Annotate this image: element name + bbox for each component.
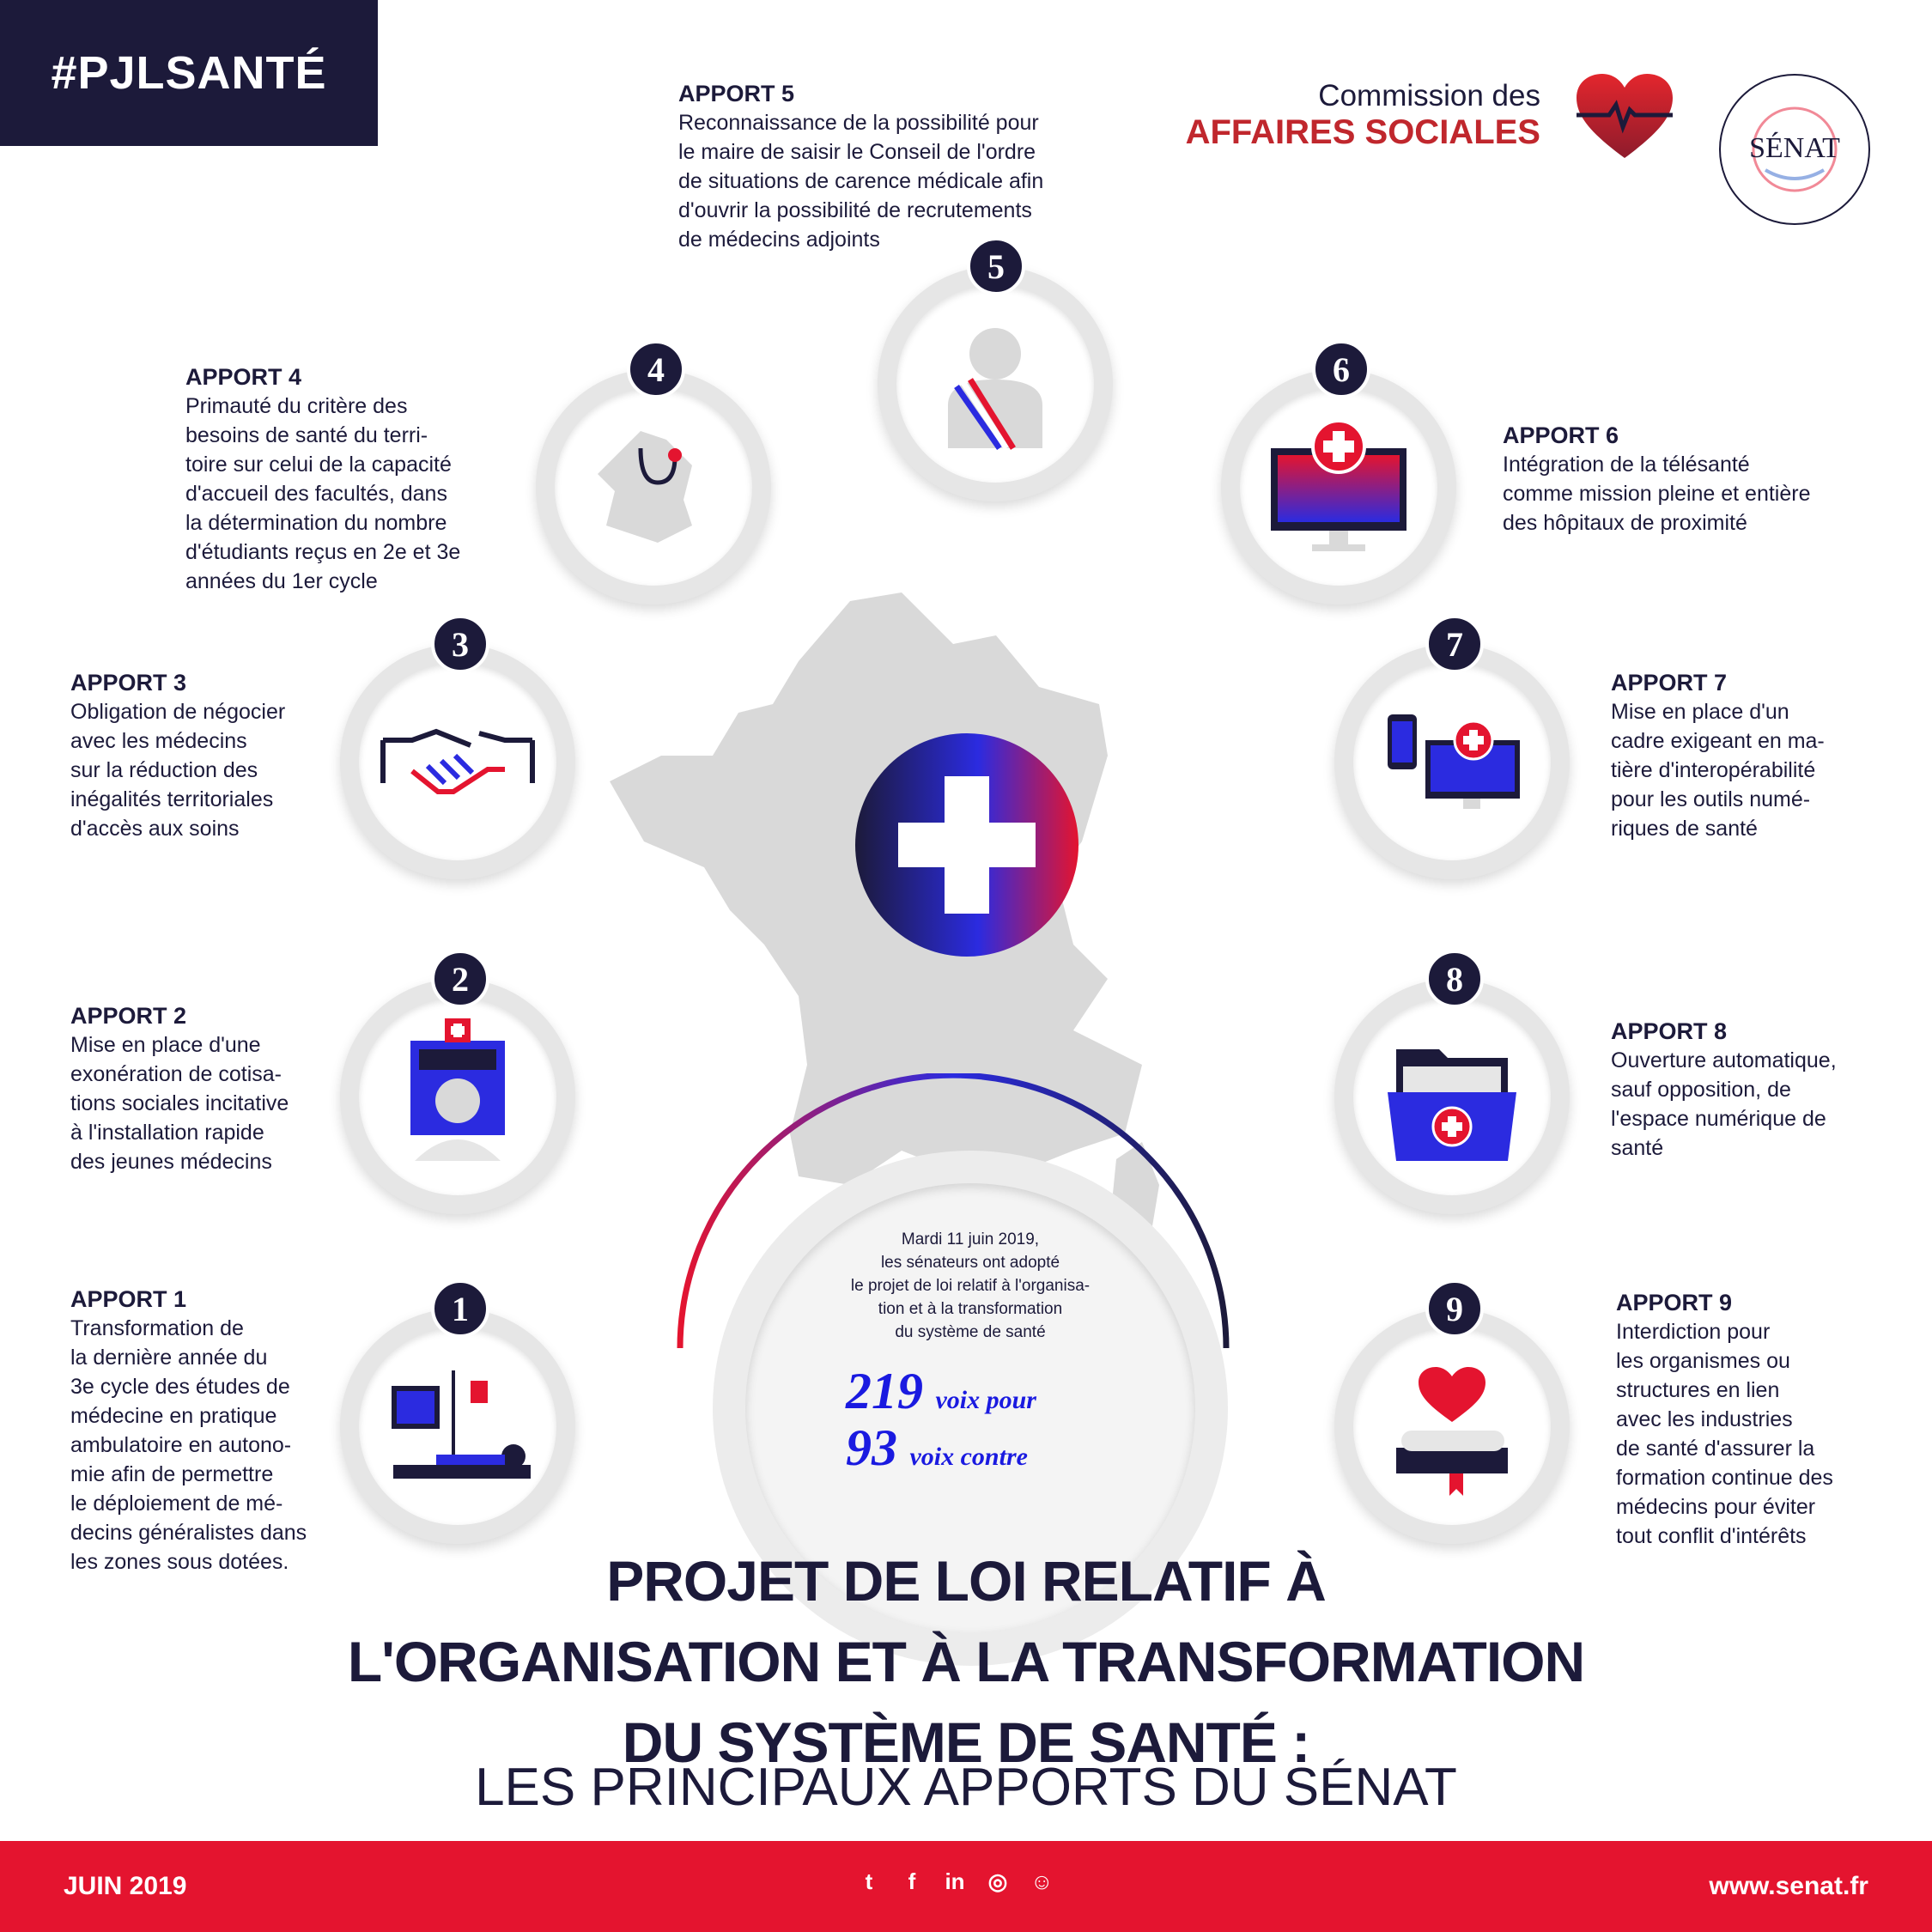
apport-4-text	[185, 362, 495, 596]
apport-6-ring	[1221, 369, 1456, 605]
apport-8-title: APPORT 8	[1611, 1018, 1728, 1044]
hashtag-text: #PJLSANTÉ	[51, 47, 327, 99]
doctor-hospital-icon	[359, 998, 556, 1195]
apport-4-body: Primauté du critère des besoins de santé du terri- toire sur celui de la capacité d'accueil des facultés, dans la détermination du nombre d'étudiants reçus en 2e et 3e années du 1er cycle	[185, 394, 461, 593]
apport-3-text	[70, 668, 345, 843]
senat-logo[interactable]	[1719, 74, 1870, 225]
apport-2-title: APPORT 2	[70, 1003, 187, 1029]
apport-6-body: Intégration de la télésanté comme mission pleine et entière des hôpitaux de proximité	[1503, 453, 1811, 535]
apport-9-text	[1616, 1288, 1899, 1551]
medical-cross-icon	[854, 732, 1080, 958]
apport-5-badge: 5	[967, 237, 1025, 295]
apport-5-text	[678, 79, 1091, 254]
apport-2-text	[70, 1001, 345, 1176]
apport-1-text	[70, 1285, 345, 1577]
france-stethoscope-icon	[555, 388, 752, 586]
page-subtitle: LES PRINCIPAUX APPORTS DU SÉNAT	[475, 1758, 1457, 1817]
apport-8-badge: 8	[1425, 950, 1484, 1008]
footer-date: JUIN 2019	[64, 1872, 187, 1900]
senat-logo-text: SÉNAT	[1749, 132, 1840, 164]
apport-1-title: APPORT 1	[70, 1286, 187, 1312]
twitter-icon[interactable]: t	[865, 1868, 873, 1894]
title-line-3: DU SYSTÈME DE SANTÉ :	[622, 1710, 1310, 1774]
vote-pour-label: voix pour	[935, 1386, 1036, 1414]
apport-9-body: Interdiction pour les organismes ou structures en lien avec les industries de santé d'assurer la formation continue des médecins pour éviter tout conflit d'intérêts	[1616, 1320, 1833, 1548]
vote-contre	[846, 1419, 1121, 1478]
apport-6-badge: 6	[1312, 340, 1370, 398]
apport-1-ring	[340, 1309, 575, 1544]
apport-4-badge: 4	[627, 340, 685, 398]
snapchat-icon[interactable]: ☺	[1030, 1868, 1054, 1894]
mayor-sash-icon	[896, 285, 1094, 483]
hospital-bed-icon	[359, 1327, 556, 1525]
apport-5-body: Reconnaissance de la possibilité pour le maire de saisir le Conseil de l'ordre de situations de carence médicale afin d'ouvrir la possibilité de recrutements de médecins adjoints	[678, 111, 1044, 252]
heart-pulse-logo-icon	[1575, 72, 1674, 161]
apport-7-title: APPORT 7	[1611, 670, 1728, 696]
commission-label: Commission des	[1318, 79, 1540, 112]
apport-6-text	[1503, 421, 1880, 538]
vote-pour-number: 219	[846, 1363, 923, 1419]
page-title	[172, 1540, 1760, 1783]
apport-2-body: Mise en place d'une exonération de cotisa- tions sociales incitative à l'installation rapide des jeunes médecins	[70, 1033, 289, 1174]
apport-9-title: APPORT 9	[1616, 1290, 1733, 1315]
apport-4-ring	[536, 369, 771, 605]
apport-5-title: APPORT 5	[678, 81, 795, 106]
title-line-2: L'ORGANISATION ET À LA TRANSFORMATION	[347, 1630, 1585, 1693]
apport-1-body: Transformation de la dernière année du 3e cycle des études de médecine en pratique ambulatoire en autono- mie afin de permettre le déploiement de mé- decins généralistes dans les zones sous dotées.	[70, 1316, 307, 1574]
apport-3-badge: 3	[431, 615, 489, 673]
apport-4-title: APPORT 4	[185, 364, 302, 390]
heart-diploma-icon	[1353, 1327, 1551, 1525]
commission-name: AFFAIRES SOCIALES	[1185, 113, 1540, 151]
linkedin-icon[interactable]: in	[945, 1868, 965, 1894]
apport-7-ring	[1334, 644, 1570, 879]
handshake-icon	[359, 663, 556, 860]
vote-contre-label: voix contre	[909, 1443, 1028, 1471]
apport-8-text	[1611, 1017, 1886, 1163]
apport-9-badge: 9	[1425, 1279, 1484, 1338]
instagram-icon[interactable]: ◎	[987, 1868, 1008, 1894]
vote-pour	[846, 1362, 1121, 1421]
phone-monitor-icon	[1353, 663, 1551, 860]
hashtag-banner	[0, 0, 378, 146]
apport-6-title: APPORT 6	[1503, 422, 1619, 448]
apport-2-badge: 2	[431, 950, 489, 1008]
footer-url-link[interactable]: www.senat.fr	[1709, 1872, 1868, 1900]
vote-contre-number: 93	[846, 1419, 897, 1476]
telehealth-monitor-icon	[1240, 388, 1437, 586]
apport-7-text	[1611, 668, 1886, 843]
apport-3-body: Obligation de négocier avec les médecins sur la réduction des inégalités territoriales d'accès aux soins	[70, 700, 286, 841]
apport-9-ring	[1334, 1309, 1570, 1544]
title-line-1: PROJET DE LOI RELATIF À	[606, 1549, 1326, 1613]
footer-bar	[0, 1841, 1932, 1932]
social-links	[859, 1868, 1054, 1895]
apport-7-body: Mise en place d'un cadre exigeant en ma- tière d'interopérabilité pour les outils numé- riques de santé	[1611, 700, 1825, 841]
apport-5-ring	[878, 266, 1113, 501]
apport-1-badge: 1	[431, 1279, 489, 1338]
facebook-icon[interactable]: f	[908, 1868, 916, 1894]
vote-description: Mardi 11 juin 2019, les sénateurs ont adopté le projet de loi relatif à l'organisa- tion et à la transformation du système de santé	[850, 1230, 1091, 1341]
apport-7-badge: 7	[1425, 615, 1484, 673]
medical-folder-icon	[1353, 998, 1551, 1195]
apport-3-title: APPORT 3	[70, 670, 187, 696]
apport-8-ring	[1334, 979, 1570, 1214]
apport-2-ring	[340, 979, 575, 1214]
apport-3-ring	[340, 644, 575, 879]
apport-8-body: Ouverture automatique, sauf opposition, de l'espace numérique de santé	[1611, 1048, 1837, 1160]
